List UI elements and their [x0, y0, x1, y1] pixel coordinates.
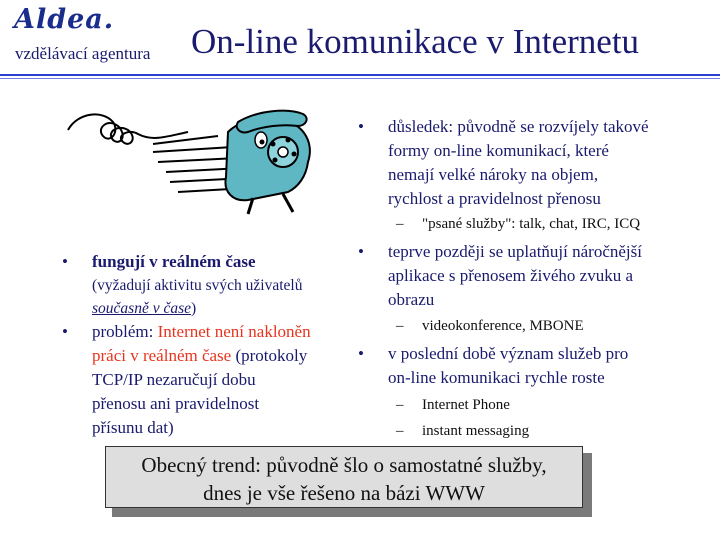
internet-phone-text: Internet Phone — [422, 397, 510, 413]
telephone-clipart-icon — [58, 92, 328, 220]
consequence-line-4: rychlost a pravidelnost přenosu — [388, 189, 601, 208]
bullet-dot: • — [62, 252, 68, 271]
dash-marker: – — [396, 423, 404, 439]
realtime-note-1: (vyžadují aktivitu svých uživatelů — [92, 277, 303, 294]
dash-marker: – — [396, 397, 404, 413]
bullet-dot: • — [358, 242, 364, 261]
consequence-line-2: formy on-line komunikací, které — [388, 141, 609, 160]
problem-line-3: TCP/IP nezaručují dobu — [92, 370, 256, 389]
header-rule-thin — [0, 78, 720, 79]
bullet-dot: • — [62, 322, 68, 341]
written-services-text: "psané služby": talk, chat, IRC, ICQ — [422, 216, 641, 232]
dash-marker: – — [396, 216, 404, 232]
trend-line-1: Obecný trend: původně šlo o samostatné služby, — [141, 453, 547, 477]
later-line-2: aplikace s přenosem živého zvuku a — [388, 266, 633, 285]
recent-line-1: v poslední době význam služeb pro — [388, 344, 629, 363]
bullet-dot: • — [358, 344, 364, 363]
bullet-dot: • — [358, 117, 364, 136]
later-line-1: teprve později se uplatňují náročnější — [388, 242, 642, 261]
recent-line-2: on-line komunikaci rychle roste — [388, 368, 605, 387]
right-bullet-consequence — [358, 115, 708, 211]
videoconference-text: videokonference, MBONE — [422, 318, 584, 334]
header-rule — [0, 74, 720, 76]
left-bullet-problem — [62, 320, 362, 445]
problem-line-2: práci v reálném čase (protokoly — [92, 346, 308, 365]
later-line-3: obrazu — [388, 290, 435, 309]
dash-marker: – — [396, 318, 404, 334]
aldea-logo: Aldea. — [14, 4, 115, 35]
slide-title: On-line komunikace v Internetu — [191, 22, 640, 61]
problem-line-4: přenosu ani pravidelnost — [92, 394, 260, 413]
right-bullet-recent — [358, 342, 708, 390]
agency-subtitle: vzdělávací agentura — [15, 44, 151, 63]
problem-line-5: přísunu dat) — [92, 418, 174, 437]
realtime-note-2: současně v čase) — [92, 300, 197, 317]
realtime-heading: fungují v reálném čase — [92, 252, 256, 271]
consequence-line-3: nemají velké nároky na objem, — [388, 165, 599, 184]
consequence-line-1: důsledek: původně se rozvíjely takové — [388, 117, 649, 136]
instant-messaging-text: instant messaging — [422, 423, 530, 439]
left-bullet-realtime — [62, 250, 362, 320]
trend-box — [105, 446, 583, 508]
right-bullet-later — [358, 240, 708, 312]
trend-line-2: dnes je vše řešeno na bázi WWW — [203, 481, 485, 505]
problem-line-1: problém: Internet není nakloněn — [92, 322, 311, 341]
